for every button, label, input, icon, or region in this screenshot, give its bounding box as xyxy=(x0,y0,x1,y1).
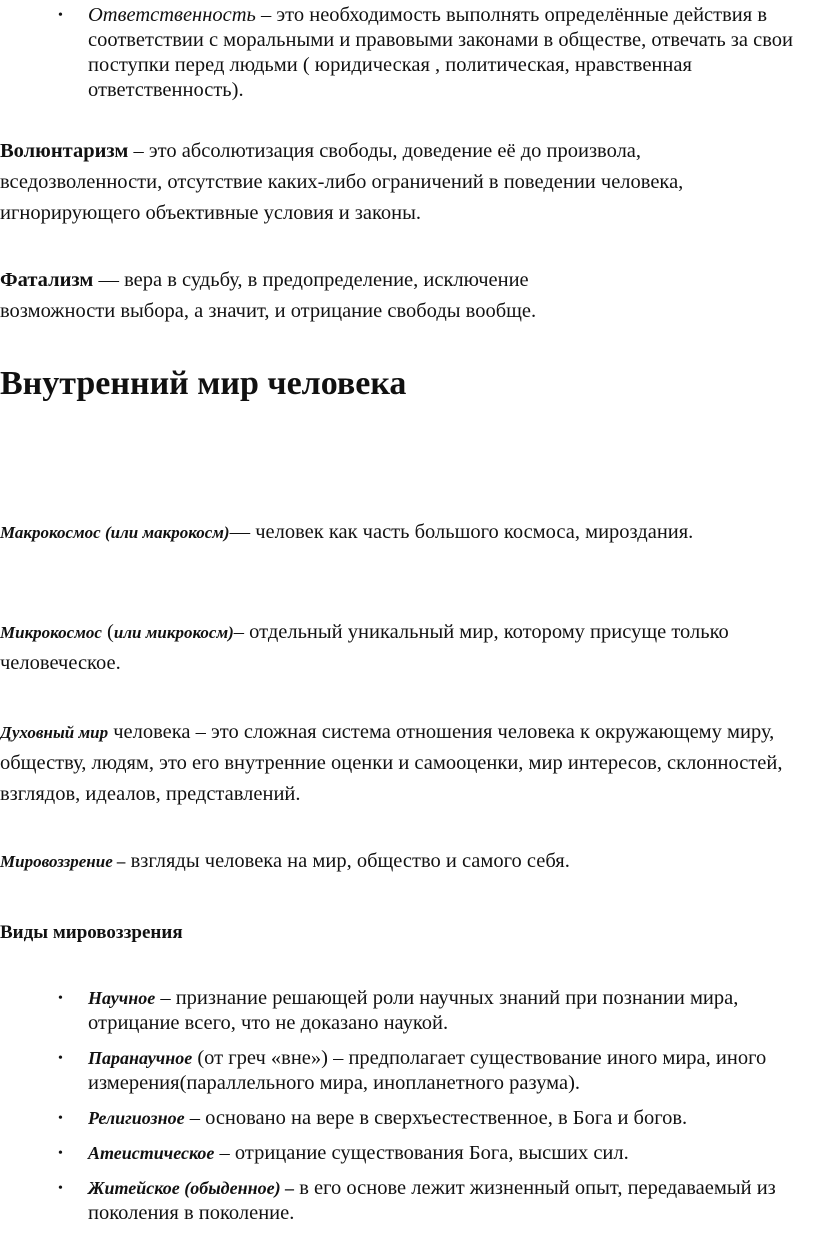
type-term: Религиозное xyxy=(88,1108,185,1128)
bullet-icon: • xyxy=(58,1181,63,1196)
list-item xyxy=(58,1046,808,1096)
paragraph-worldview xyxy=(0,846,808,877)
bullet-icon: • xyxy=(58,991,63,1006)
type-text: признание решающей роли научных знаний при познании мира, отрицание всего, что не доказано наукой. xyxy=(88,987,739,1034)
paragraph-spiritual-world xyxy=(0,717,808,810)
paragraph-macrocosm xyxy=(0,517,716,548)
definition-text: — вера в судьбу, в предопределение, исключение возможности выбора, а значит, и отрицание свободы вообще. xyxy=(0,269,537,322)
term-macrocosm: Макрокосмос (или макрокосм) xyxy=(0,523,230,542)
paren: ( xyxy=(101,621,114,643)
definition-text: – это абсолютизация свободы, доведение её до произвола, вседозволенности, отсутствие каких-либо ограничений в поведении человека, игнорирующего объективные условия и законы. xyxy=(0,140,684,224)
type-term: Атеистическое xyxy=(88,1143,215,1163)
term-spiritual-world: Духовный мир xyxy=(0,723,109,742)
definition-text: взгляды человека на мир, общество и самого себя. xyxy=(125,850,570,872)
types-title: Виды мировоззрения xyxy=(0,922,183,943)
list-item xyxy=(58,1141,808,1166)
definition-text: — человек как часть большого космоса, мироздания. xyxy=(229,521,694,543)
term-microcosm: Микрокосмос xyxy=(0,623,102,642)
type-text: основано на вере в сверхъестественное, в Бога и богов. xyxy=(205,1107,688,1129)
section-title xyxy=(0,917,808,948)
type-term: Житейское (обыденное) – xyxy=(88,1178,295,1198)
definition-text: человека – это сложная система отношения человека к окружающему миру, обществу, людям, это его внутренние оценки и самооценки, мир интересов, склонностей, взглядов, идеалов, представлений. xyxy=(0,721,783,805)
term-worldview: Мировоззрение – xyxy=(0,852,126,871)
bullet-icon: • xyxy=(58,1111,63,1126)
type-dash: – xyxy=(155,987,176,1009)
term-voluntarism: Волюнтаризм xyxy=(0,140,129,162)
paragraph-fatalism xyxy=(0,265,626,327)
type-text: (от греч «вне») – предполагает существование иного мира, иного измерения(параллельного мира, инопланетного разума). xyxy=(88,1047,767,1094)
term-dash: – xyxy=(255,4,277,26)
bullet-icon: • xyxy=(58,8,63,23)
type-dash: – xyxy=(184,1107,206,1129)
paragraph-voluntarism xyxy=(0,136,808,229)
list-item xyxy=(58,3,808,103)
list-item xyxy=(58,1176,808,1226)
term-fatalism: Фатализм xyxy=(0,269,94,291)
type-text: отрицание существования Бога, высших сил. xyxy=(234,1142,629,1164)
bullet-icon: • xyxy=(58,1051,63,1066)
term-microcosm-alt: или микрокосм) xyxy=(113,623,234,642)
list-item xyxy=(58,1106,808,1131)
page-title: Внутренний мир человека xyxy=(0,365,407,402)
definition-text: это необходимость выполнять определённые действия в соответствии с моральными и правовыми законами в обществе, отвечать за свои поступки перед людьми ( юридическая , политическая, нравственная ответственность). xyxy=(88,4,793,101)
type-dash: – xyxy=(214,1142,235,1164)
type-term: Паранаучное xyxy=(88,1048,193,1068)
paragraph-microcosm xyxy=(0,617,808,679)
type-term: Научное xyxy=(88,988,156,1008)
list-item xyxy=(58,986,808,1036)
definition-text: – отдельный уникальный мир, которому присуще только человеческое. xyxy=(0,621,729,674)
term-responsibility: Ответственность xyxy=(88,4,256,26)
type-text: в его основе лежит жизненный опыт, передаваемый из поколения в поколение. xyxy=(88,1177,776,1224)
bullet-icon: • xyxy=(58,1146,63,1161)
